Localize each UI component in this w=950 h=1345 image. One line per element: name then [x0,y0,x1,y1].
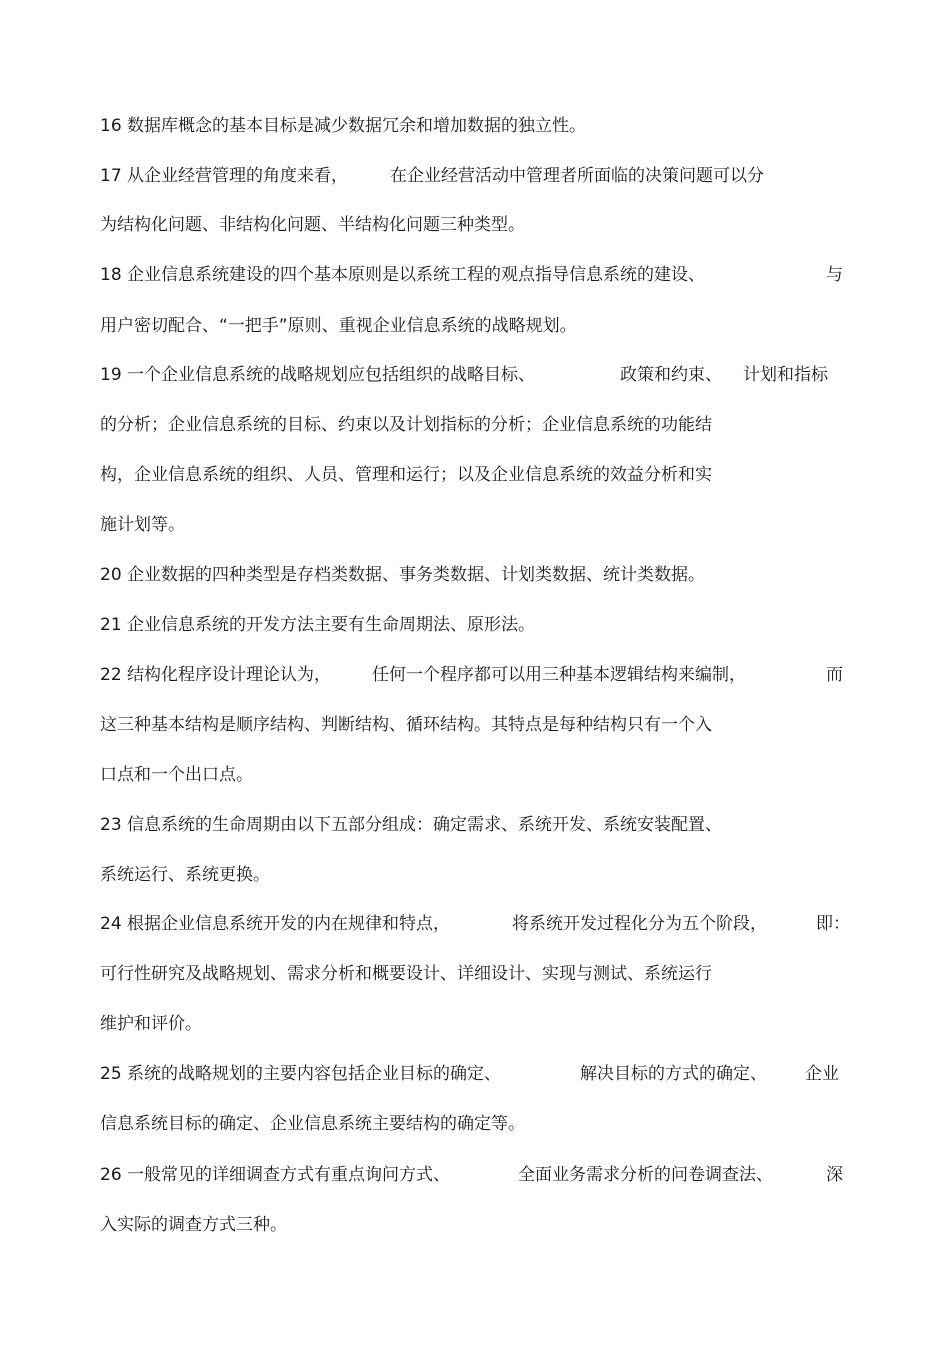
item-25-line-1 [100,1059,850,1089]
item-25-line-2-text: 信息系统目标的确定、企业信息系统主要结构的确定等。 [100,1114,525,1134]
item-24-line-2-text: 可行性研究及战略规划、需求分析和概要设计、详细设计、实现与测试、系统运行 [100,964,712,984]
item-18-line-2 [100,311,850,341]
item-18-line-1 [100,260,850,290]
item-23-line-1-text: 23 信息系统的生命周期由以下五部分组成：确定需求、系统开发、系统安装配置、 [100,815,723,835]
item-22-line-1-text-a: 22 结构化程序设计理论认为， [100,665,332,685]
item-22-line-2 [100,710,850,740]
item-19-line-3-text: 构，企业信息系统的组织、人员、管理和运行；以及企业信息系统的效益分析和实 [100,465,712,485]
item-22-line-3 [100,760,850,790]
item-17-line-2 [100,210,850,240]
item-20-line-1 [100,560,850,590]
item-19-line-1-text-a: 19 一个企业信息系统的战略规划应包括组织的战略目标、 [100,365,536,385]
item-22-line-1-text-c: 而 [826,665,843,685]
item-25-line-1-text-c: 企业 [805,1064,839,1084]
item-21-line-1-text: 21 企业信息系统的开发方法主要有生命周期法、原形法。 [100,615,536,635]
item-22-line-1 [100,660,850,690]
item-24-line-1-text-a: 24 根据企业信息系统开发的内在规律和特点， [100,914,451,934]
item-20-line-1-text: 20 企业数据的四种类型是存档类数据、事务类数据、计划类数据、统计类数据。 [100,565,706,585]
item-22-line-3-text: 口点和一个出口点。 [100,765,253,785]
item-19-line-1-text-b: 政策和约束、 [620,365,722,385]
item-23-line-2 [100,860,850,890]
item-24-line-1-text-c: 即： [816,914,850,934]
item-26-line-1 [100,1160,850,1190]
item-19-line-2 [100,410,850,440]
item-24-line-2 [100,959,850,989]
item-17-line-1 [100,161,850,191]
item-16-line-1-text: 16 数据库概念的基本目标是减少数据冗余和增加数据的独立性。 [100,116,587,136]
item-26-line-2 [100,1210,850,1240]
item-23-line-1 [100,810,850,840]
item-17-line-2-text: 为结构化问题、非结构化问题、半结构化问题三种类型。 [100,215,525,235]
item-17-line-1-text-a: 17 从企业经营管理的角度来看， [100,166,349,186]
item-26-line-1-text-a: 26 一般常见的详细调查方式有重点询问方式、 [100,1165,451,1185]
item-18-line-2-text: 用户密切配合、“一把手”原则、重视企业信息系统的战略规划。 [100,316,577,336]
item-16-line-1 [100,111,850,141]
item-19-line-4 [100,510,850,540]
item-25-line-2 [100,1109,850,1139]
item-19-line-1 [100,360,850,390]
item-25-line-1-text-a: 25 系统的战略规划的主要内容包括企业目标的确定、 [100,1064,502,1084]
item-26-line-1-text-b: 全面业务需求分析的问卷调查法、 [518,1165,773,1185]
item-19-line-4-text: 施计划等。 [100,515,185,535]
item-26-line-2-text: 入实际的调查方式三种。 [100,1215,287,1235]
item-18-line-1-text-b: 与 [826,265,843,285]
item-24-line-3-text: 维护和评价。 [100,1014,202,1034]
item-22-line-2-text: 这三种基本结构是顺序结构、判断结构、循环结构。其特点是每种结构只有一个入 [100,715,712,735]
item-19-line-3 [100,460,850,490]
item-25-line-1-text-b: 解决目标的方式的确定、 [580,1064,767,1084]
item-24-line-1-text-b: 将系统开发过程化分为五个阶段， [512,914,767,934]
item-21-line-1 [100,610,850,640]
item-26-line-1-text-c: 深 [826,1165,843,1185]
item-24-line-1 [100,909,850,939]
item-17-line-1-text-b: 在企业经营活动中管理者所面临的决策问题可以分 [390,166,764,186]
item-19-line-2-text: 的分析；企业信息系统的目标、约束以及计划指标的分析；企业信息系统的功能结 [100,415,712,435]
item-24-line-3 [100,1009,850,1039]
item-22-line-1-text-b: 任何一个程序都可以用三种基本逻辑结构来编制， [372,665,746,685]
item-19-line-1-text-c: 计划和指标 [743,365,828,385]
item-18-line-1-text-a: 18 企业信息系统建设的四个基本原则是以系统工程的观点指导信息系统的建设、 [100,265,706,285]
item-23-line-2-text: 系统运行、系统更换。 [100,865,270,885]
